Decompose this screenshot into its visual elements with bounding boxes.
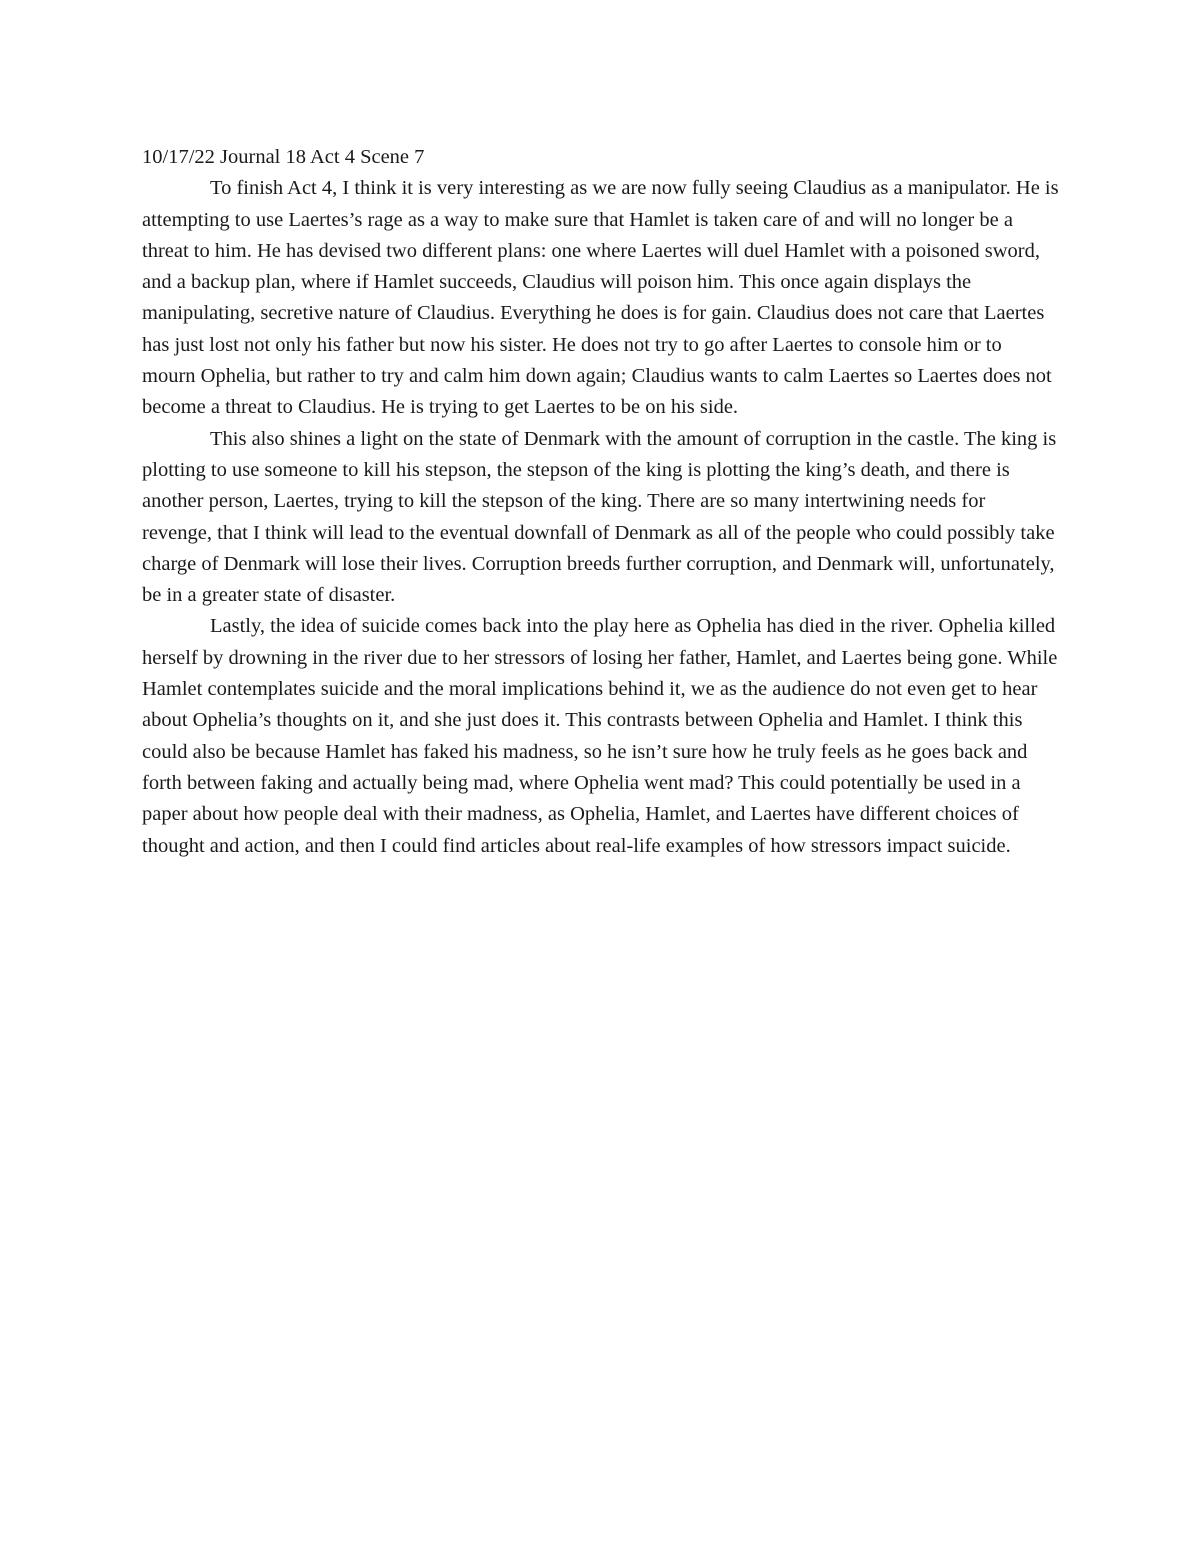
paragraph-suicide-theme: Lastly, the idea of suicide comes back into the play here as Ophelia has died in the river. Ophelia killed herself by drowning in the river due to her stressors of losing her father, Hamlet, and Laertes being gone. While Hamlet contemplates suicide and the moral implications behind it, we as the audience do not even get to hear about Ophelia’s thoughts on it, and she just does it. This contrasts between Ophelia and Hamlet. I think this could also be because Hamlet has faked his madness, so he isn’t sure how he truly feels as he goes back and forth between faking and actually being mad, where Ophelia went mad? This could potentially be used in a paper about how people deal with their madness, as Ophelia, Hamlet, and Laertes have different choices of thought and action, and then I could find articles about real-life examples of how stressors impact suicide. [142,615,1058,857]
paragraph-denmark-corruption: This also shines a light on the state of Denmark with the amount of corruption in the castle. The king is plotting to use someone to kill his stepson, the stepson of the king is plotting the king’s death, and there is another person, Laertes, trying to kill the stepson of the king. There are so many intertwining needs for revenge, that I think will lead to the eventual downfall of Denmark as all of the people who could possibly take charge of Denmark will lose their lives. Corruption breeds further corruption, and Denmark will, unfortunately, be in a greater state of disaster. [142,427,1057,607]
document-body [142,142,1060,862]
paragraph-claudius-manipulator: To finish Act 4, I think it is very interesting as we are now fully seeing Claudius as a manipulator. He is attempting to use Laertes’s rage as a way to make sure that Hamlet is taken care of and will no longer be a threat to him. He has devised two different plans: one where Laertes will duel Hamlet with a poisoned sword, and a backup plan, where if Hamlet succeeds, Claudius will poison him. This once again displays the manipulating, secretive nature of Claudius. Everything he does is for gain. Claudius does not care that Laertes has just lost not only his father but now his sister. He does not try to go after Laertes to console him or to mourn Ophelia, but rather to try and calm him down again; Claudius wants to calm Laertes so Laertes does not become a threat to Claudius. He is trying to get Laertes to be on his side. [142,177,1059,419]
journal-heading: 10/17/22 Journal 18 Act 4 Scene 7 [142,146,425,168]
